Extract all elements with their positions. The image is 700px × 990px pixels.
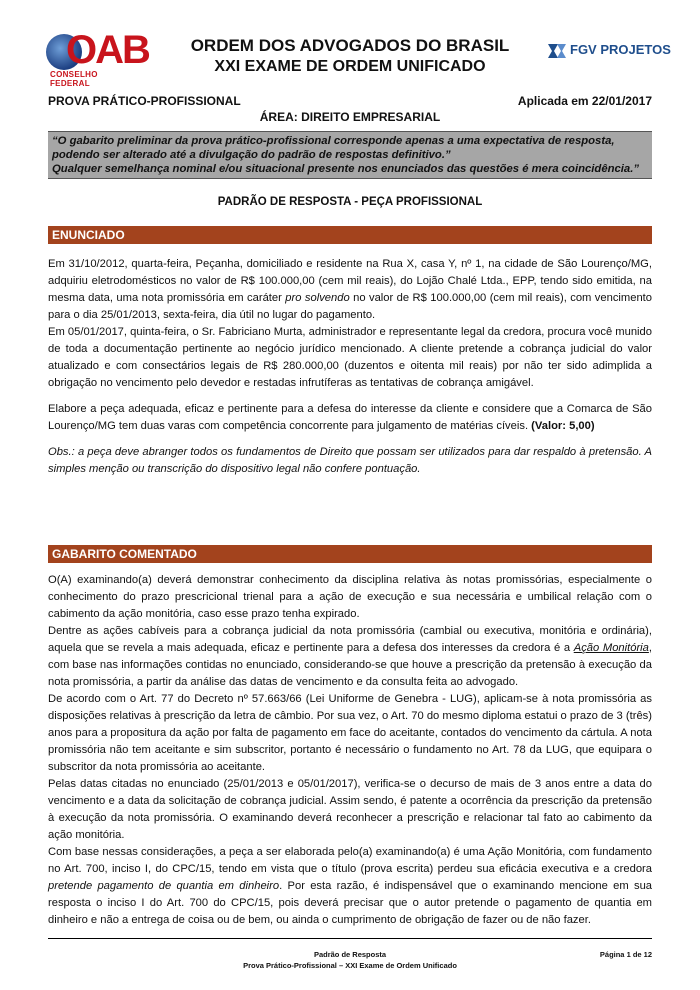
emphasis-quantia: pretende pagamento de quantia em dinheiro: [48, 880, 280, 892]
enunciado-paragraph-2: Em 05/01/2017, quinta-feira, o Sr. Fabriciano Murta, administrador e representante legal da credora, procura você munido de toda a documentação pertinente ao negócio jurídico mencionado. A cliente pretende a cobrança judicial do valor atualizado e com consectários legais de R$ 280.000,00 (duzentos e oitenta mil reais) por não ter sido adimplida a obrigação no vencimento pelo devedor e restadas infrutíferas as tentativas de cobrança amigável.: [48, 326, 652, 389]
question-value: (Valor: 5,00): [531, 420, 595, 432]
disclaimer-line-2: Qualquer semelhança nominal e/ou situacional presente nos enunciados das questões é mera coincidência.”: [52, 163, 639, 175]
oab-logo-letters: OAB: [66, 28, 149, 72]
disclaimer-line-1: “O gabarito preliminar da prova prático-profissional corresponde apenas a uma expectativa de resposta, podendo ser alterado até a divulgação do padrão de respostas definitivo.”: [52, 135, 615, 161]
gabarito-paragraph-4: Pelas datas citadas no enunciado (25/01/2013 e 05/01/2017), verifica-se o decurso de mais de 3 anos entre a data do vencimento e a data da solicitação de cobrança judicial. Assim sendo, é patente a ocorrência da prescrição da pretensão à execução da nota promissória. O examinando deverá reconhecer a prescrição e relacionar tal fato ao cabimento da ação monitória.: [48, 778, 652, 841]
enunciado-obs: Obs.: a peça deve abranger todos os fundamentos de Direito que possam ser utilizados para dar respaldo à pretensão. A simples menção ou transcrição do dispositivo legal não confere pontuação.: [48, 446, 652, 475]
enunciado-body: [48, 256, 652, 478]
fgv-logo: [548, 40, 682, 62]
footer-divider: [48, 938, 652, 939]
exam-date: Aplicada em 22/01/2017: [517, 94, 652, 108]
emphasis-pro-solvendo: pro solvendo: [285, 292, 350, 304]
page-number: Página 1 de 12: [599, 950, 652, 959]
exam-type: PROVA PRÁTICO-PROFISSIONAL: [48, 94, 241, 108]
exam-area: ÁREA: DIREITO EMPRESARIAL: [259, 110, 441, 124]
oab-logo: [46, 28, 149, 88]
emphasis-acao-monitoria: Ação Monitória: [573, 642, 649, 654]
gabarito-paragraph-5: Com base nessas considerações, a peça a ser elaborada pelo(a) examinando(a) é uma Ação Monitória, com fundamento no Art. 700, inciso I, do CPC/15, tendo em vista que o título (prova escrita) perdeu sua eficácia executiva e a credora pretende pagamento de quantia em dinheiro. Por esta razão, é indispensável que o examinando mencione em sua resposta o inciso I do Art. 700 do CPC/15, pois deverá precisar que o autor pretende o pagamento de quantia em dinheiro e não a entrega de coisa ou de bem, ou ainda o cumprimento de obrigação de fazer ou de não fazer.: [48, 846, 653, 926]
oab-logo-subtitle: CONSELHO FEDERAL: [50, 70, 98, 88]
disclaimer-box: [48, 131, 652, 179]
header-subtitle: XXI EXAME DE ORDEM UNIFICADO: [214, 58, 486, 75]
gabarito-paragraph-1: O(A) examinando(a) deverá demonstrar conhecimento da disciplina relativa às notas promissórias, especialmente o conhecimento do prazo prescricional trienal para a ação de execução e sua necessária e umbilical relação com o cabimento da ação monitória, caso esse prazo tenha expirado.: [48, 574, 652, 620]
section-header-enunciado: ENUNCIADO: [48, 226, 652, 244]
gabarito-paragraph-3: De acordo com o Art. 77 do Decreto nº 57.663/66 (Lei Uniforme de Genebra - LUG), aplicam-se à nota promissória as disposições relativas à prescrição da letra de câmbio. Por sua vez, o Art. 70 do mesmo diploma estatui o prazo de 3 (três) anos para a propositura da ação por falta de pagamento em face do aceitante, contados do vencimento da cártula. A nota promissória não tem aceitante e sim subscritor, portanto é necessário o fundamento no Art. 78 da LUG, que equipara o subscritor da nota promissória ao aceitante.: [48, 693, 652, 773]
footer-subtitle: Prova Prático-Profissional – XXI Exame de Ordem Unificado: [243, 961, 457, 970]
enunciado-paragraph-3: Elabore a peça adequada, eficaz e pertinente para a defesa do interesse da cliente e considere que a Comarca de São Lourenço/MG tem duas varas com competência concorrente para julgamento de matérias cíveis. (Valor: 5,00): [48, 403, 652, 432]
fgv-mark-icon: [548, 44, 566, 58]
section-header-gabarito: GABARITO COMENTADO: [48, 545, 652, 563]
footer-title: Padrão de Resposta: [313, 950, 387, 959]
fgv-logo-text: FGV PROJETOS: [570, 42, 671, 57]
enunciado-paragraph-1: Em 31/10/2012, quarta-feira, Peçanha, domiciliado e residente na Rua X, casa Y, nº 1, na cidade de São Lourenço/MG, adquiriu eletrodomésticos no valor de R$ 100.000,00 (cem mil reais), do Lojão Chalé Ltda., EPP, tendo sido emitida, na mesma data, uma nota promissória em caráter pro solvendo no valor de R$ 100.000,00 (cem mil reais), com vencimento para o dia 25/01/2013, sexta-feira, dia útil no lugar do pagamento.: [48, 258, 653, 321]
gabarito-body: [48, 572, 652, 929]
gabarito-paragraph-2: Dentre as ações cabíveis para a cobrança judicial da nota promissória (cambial ou executiva, monitória e ordinária), aquela que se revela a mais adequada, eficaz e pertinente para a defesa dos interesses da credora é a Ação Monitória, com base nas informações contidas no enunciado, considerando-se que houve a prescrição da pretensão à execução da nota promissória, a partir da análise das datas de vencimento e da consulta feita ao advogado.: [48, 625, 652, 688]
answer-standard-title: PADRÃO DE RESPOSTA - PEÇA PROFISSIONAL: [217, 196, 483, 208]
header-title: ORDEM DOS ADVOGADOS DO BRASIL: [190, 36, 510, 55]
